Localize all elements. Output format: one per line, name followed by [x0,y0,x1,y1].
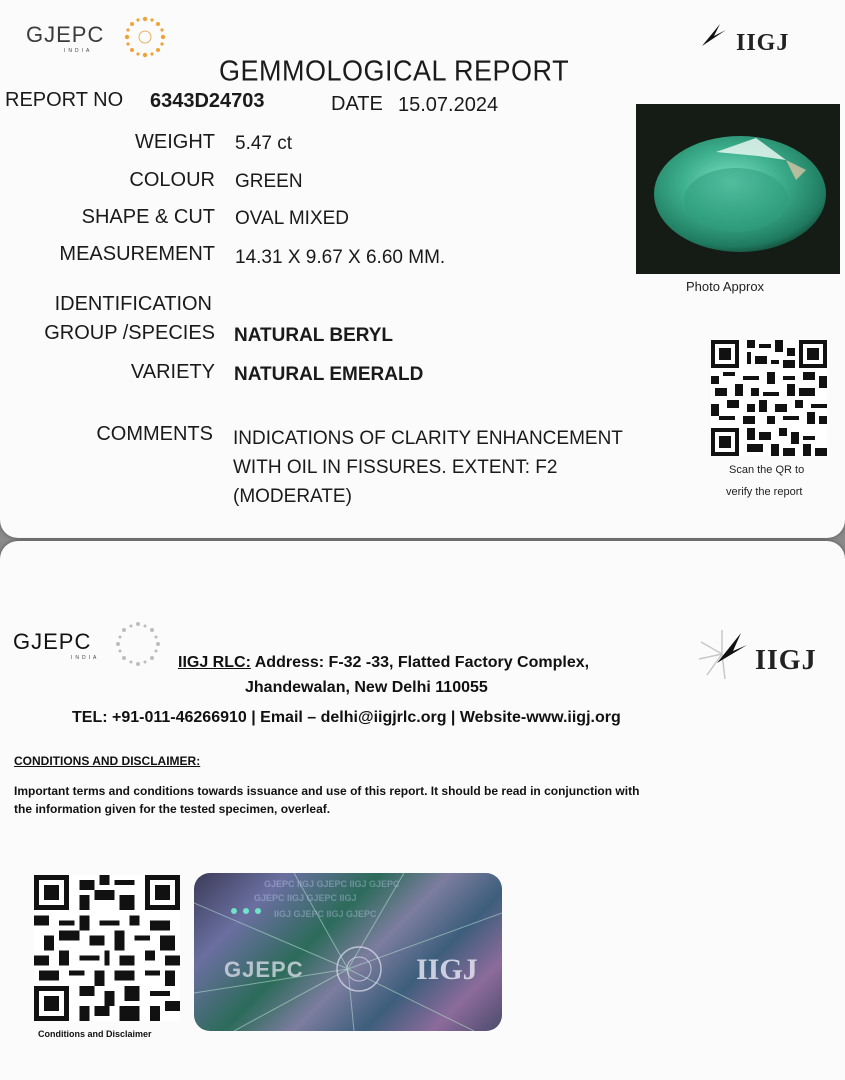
weight-value: 5.47 ct [235,133,293,154]
shape-cut-value: OVAL MIXED [235,208,350,229]
gjepc-logo-sub: INDIA [64,48,93,54]
date-value: 15.07.2024 [398,94,499,116]
hologram-iigj-text: IIGJ [416,953,478,986]
svg-text:GJEPC IIGJ GJEPC IIGJ GJEPC: GJEPC IIGJ GJEPC IIGJ GJEPC [264,879,400,889]
address-text: Address: F-32 -33, Flatted Factory Complex, [254,654,590,671]
variety-label: VARIETY [130,361,215,383]
back-gjepc-logo [13,629,99,661]
colour-label: COLOUR [129,169,215,191]
measurement-label: MEASUREMENT [59,243,215,265]
svg-text:GJEPC IIGJ GJEPC IIGJ: GJEPC IIGJ GJEPC IIGJ [254,893,357,903]
back-gjepc-logo-sub: INDIA [71,655,100,661]
gjepc-logo-text: GJEPC [26,22,105,47]
qr-caption-line-2: verify the report [726,486,803,498]
back-gjepc-sunburst-icon [113,619,163,669]
conditions-line-1: Important terms and conditions towards issuance and use of this report. It should be read in conjunction with [14,784,640,798]
conditions-qr-code[interactable] [34,875,180,1021]
comments-line-3: (MODERATE) [233,486,352,507]
colour-value: GREEN [235,171,303,192]
comments-line-2: WITH OIL IN FISSURES. EXTENT: F2 [233,457,558,478]
photo-caption: Photo Approx [686,279,765,294]
conditions-qr-caption: Conditions and Disclaimer [38,1029,152,1039]
iigj-logo-text: IIGJ [736,30,790,56]
group-species-value: NATURAL BERYL [234,325,394,346]
back-iigj-logo-text: IIGJ [755,645,817,676]
contact-line: TEL: +91-011-46266910 | Email – delhi@iigjrlc.org | Website-www.iigj.org [72,709,621,726]
gem-photo [636,104,840,274]
hologram-pattern [194,873,502,1031]
conditions-line-2: the information given for the tested specimen, overleaf. [14,802,331,816]
variety-value: NATURAL EMERALD [234,364,424,385]
back-qr-code-icon [34,875,180,1021]
security-hologram [194,873,502,1031]
address-label: IIGJ RLC: [178,654,251,671]
comments-line-1: INDICATIONS OF CLARITY ENHANCEMENT [233,428,623,449]
comments-label: COMMENTS [96,423,213,445]
verify-qr-code[interactable] [711,340,827,456]
qr-code-icon [711,340,827,456]
emerald-image [636,104,840,274]
shape-cut-label: SHAPE & CUT [81,206,215,228]
address-line-1 [178,654,589,672]
report-title: GEMMOLOGICAL REPORT [219,55,570,87]
measurement-value: 14.31 X 9.67 X 6.60 MM. [235,247,446,268]
gjepc-logo [26,22,104,54]
gjepc-sunburst-icon [122,14,168,60]
qr-caption-line-1: Scan the QR to [729,464,805,476]
report-front-card [0,0,845,538]
group-species-label: GROUP /SPECIES [44,322,215,344]
report-back-card [0,541,845,1080]
weight-label: WEIGHT [135,131,215,153]
hologram-gjepc-text: GJEPC [224,957,304,982]
identification-label: IDENTIFICATION [54,293,212,315]
report-no-value: 6343D24703 [150,90,265,112]
conditions-heading: CONDITIONS AND DISCLAIMER: [14,754,201,768]
back-gjepc-logo-text: GJEPC [13,629,92,654]
iigj-swoosh-icon [700,20,730,50]
date-label: DATE [331,93,383,115]
address-line-2: Jhandewalan, New Delhi 110055 [245,679,488,696]
report-no-label: REPORT NO [5,89,124,111]
back-iigj-swoosh-icon [695,627,749,681]
svg-text:IIGJ GJEPC IIGJ GJEPC: IIGJ GJEPC IIGJ GJEPC [274,909,377,919]
